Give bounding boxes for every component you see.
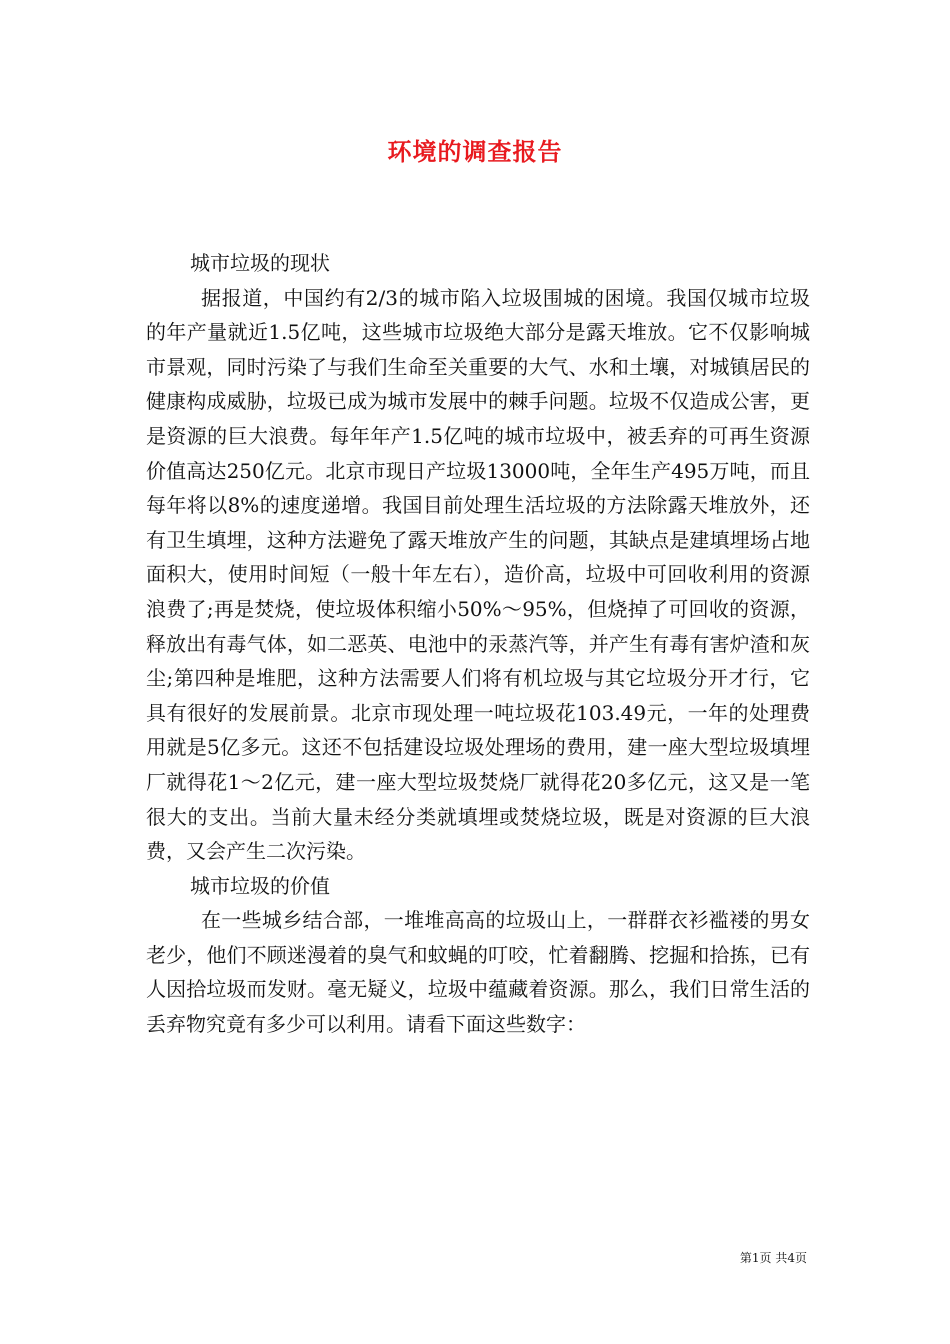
page-number: 第1页 共4页 (739, 1251, 807, 1265)
document-title: 环境的调查报告 (387, 137, 563, 166)
paragraph-value: 在一些城乡结合部，一堆堆高高的垃圾山上，一群群衣衫褴褛的男女老少，他们不顾迷漫着的臭气和蚊蝇的叮咬，忙着翻腾、挖掘和拾拣，已有人因拾垃圾而发财。毫无疑义，垃圾中蕴藏着资源。那么，我们日常生活的丢弃物究竟有多少可以利用。请看下面这些数字： (146, 908, 810, 1037)
section-heading-value: 城市垃圾的价值 (190, 873, 330, 898)
document-body (146, 246, 810, 1042)
paragraph-status: 据报道，中国约有2/3的城市陷入垃圾围城的困境。我国仅城市垃圾的年产量就近1.5亿吨，这些城市垃圾绝大部分是露天堆放。它不仅影响城市景观，同时污染了与我们生命至关重要的大气、水和土壤，对城镇居民的健康构成威胁，垃圾已成为城市发展中的棘手问题。垃圾不仅造成公害，更是资源的巨大浪费。每年年产1.5亿吨的城市垃圾中，被丢弃的可再生资源价值高达250亿元。北京市现日产垃圾13000吨，全年生产495万吨，而且每年将以8%的速度递增。我国目前处理生活垃圾的方法除露天堆放外，还有卫生填埋，这种方法避免了露天堆放产生的问题，其缺点是建填埋场占地面积大，使用时间短（一般十年左右），造价高，垃圾中可回收利用的资源浪费了;再是焚烧，使垃圾体积缩小50%～95%，但烧掉了可回收的资源，释放出有毒气体，如二恶英、电池中的汞蒸汽等，并产生有毒有害炉渣和灰尘;第四种是堆肥，这种方法需要人们将有机垃圾与其它垃圾分开才行，它具有很好的发展前景。北京市现处理一吨垃圾花103.49元，一年的处理费用就是5亿多元。这还不包括建设垃圾处理场的费用，建一座大型垃圾填埋厂就得花1～2亿元，建一座大型垃圾焚烧厂就得花20多亿元，这又是一笔很大的支出。当前大量未经分类就填埋或焚烧垃圾，既是对资源的巨大浪费，又会产生二次污染。 (146, 285, 810, 864)
section-heading-status: 城市垃圾的现状 (190, 251, 330, 275)
